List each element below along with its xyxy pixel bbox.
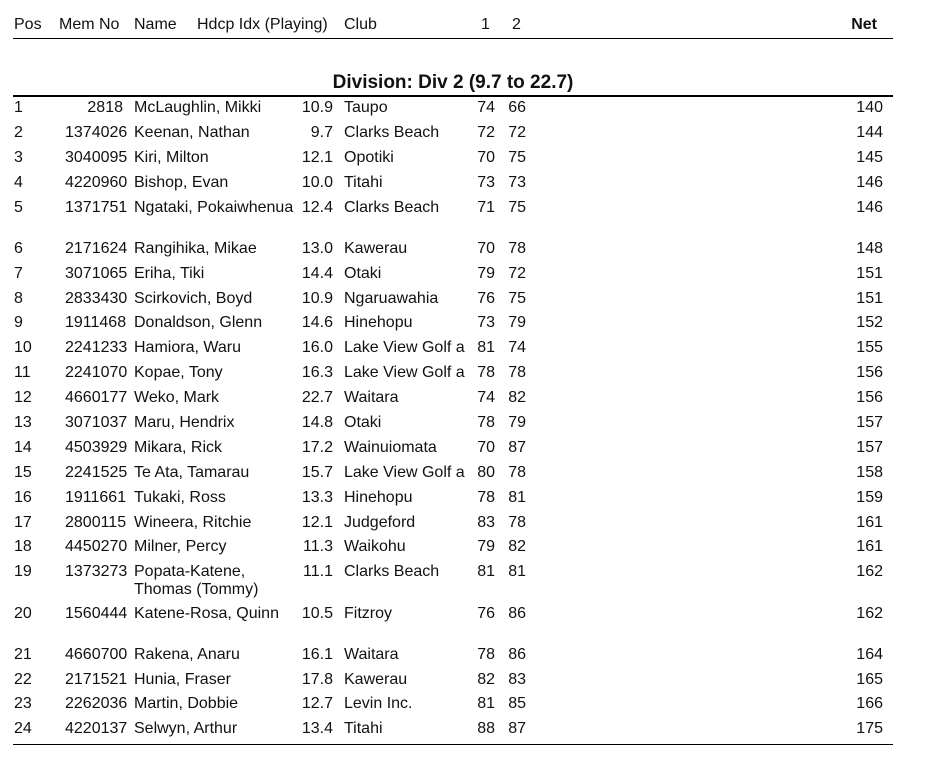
row-round-2: 72 — [508, 123, 526, 141]
row-round-1: 76 — [477, 289, 495, 307]
row-round-1: 70 — [477, 438, 495, 456]
row-net: 157 — [856, 438, 883, 456]
row-hdcp: 14.8 — [301, 413, 333, 431]
row-club: Wainuiomata — [344, 438, 437, 456]
row-name: Ngataki, Pokaiwhenua — [134, 198, 294, 216]
table-row — [13, 537, 893, 562]
row-club: Lake View Golf a — [344, 364, 465, 382]
row-net: 164 — [856, 645, 883, 663]
row-mem-no: 4503929 — [65, 438, 128, 456]
row-club: Clarks Beach — [344, 563, 440, 581]
row-mem-no: 3040095 — [65, 148, 128, 166]
table-row — [13, 98, 893, 123]
row-net: 175 — [856, 720, 883, 738]
row-hdcp: 15.7 — [301, 463, 333, 481]
row-pos: 6 — [14, 239, 23, 257]
row-pos: 3 — [14, 148, 23, 166]
row-net: 155 — [856, 339, 883, 357]
row-round-2: 81 — [508, 563, 526, 581]
row-pos: 5 — [14, 198, 23, 216]
row-round-2: 78 — [508, 513, 526, 531]
row-mem-no: 2800115 — [65, 513, 127, 531]
row-hdcp: 14.4 — [301, 264, 333, 282]
table-row — [13, 513, 893, 538]
row-pos: 11 — [14, 364, 31, 382]
row-round-1: 73 — [477, 173, 495, 191]
table-row — [13, 363, 893, 388]
row-round-2: 85 — [508, 695, 526, 713]
row-mem-no: 3071065 — [65, 264, 128, 282]
header-hdcp: Hdcp Idx (Playing) — [197, 16, 328, 33]
row-name: Rakena, Anaru — [134, 645, 240, 663]
row-hdcp: 10.9 — [301, 289, 333, 307]
row-pos: 9 — [14, 314, 23, 332]
row-round-1: 79 — [477, 264, 495, 282]
row-mem-no: 3071037 — [65, 413, 128, 431]
row-name: Te Ata, Tamarau — [134, 463, 250, 481]
table-row — [13, 289, 893, 314]
row-club: Hinehopu — [344, 314, 413, 332]
row-mem-no: 1911468 — [65, 314, 127, 332]
row-name: Tukaki, Ross — [134, 488, 226, 506]
row-round-1: 88 — [477, 720, 495, 738]
row-round-2: 83 — [508, 670, 526, 688]
row-net: 144 — [856, 123, 883, 141]
row-round-1: 78 — [477, 364, 495, 382]
row-name: Martin, Dobbie — [134, 695, 239, 713]
row-club: Waitara — [344, 645, 399, 663]
row-mem-no: 1560444 — [65, 604, 128, 622]
row-hdcp: 17.8 — [301, 670, 333, 688]
row-mem-no: 1373273 — [65, 563, 128, 581]
row-round-2: 78 — [508, 463, 526, 481]
row-round-2: 86 — [508, 604, 526, 622]
row-round-1: 70 — [477, 239, 495, 257]
row-name: McLaughlin, Mikki — [134, 99, 262, 116]
row-round-2: 74 — [508, 339, 526, 357]
header-pos: Pos — [14, 16, 42, 33]
row-club: Otaki — [344, 413, 382, 431]
row-hdcp: 10.0 — [301, 173, 333, 191]
row-mem-no: 2262036 — [65, 695, 128, 713]
row-round-1: 81 — [477, 695, 495, 713]
row-round-1: 80 — [477, 463, 495, 481]
header-round-1: 1 — [481, 16, 490, 33]
row-mem-no: 2818 — [87, 99, 123, 116]
row-hdcp: 16.3 — [301, 364, 333, 382]
row-pos: 22 — [14, 670, 32, 688]
row-round-2: 79 — [508, 413, 526, 431]
row-net: 162 — [856, 563, 883, 581]
table-row — [13, 463, 893, 488]
row-pos: 13 — [14, 413, 32, 431]
row-pos: 4 — [14, 173, 23, 191]
row-club: Opotiki — [344, 148, 394, 166]
row-name: Milner, Percy — [134, 538, 227, 556]
row-net: 161 — [856, 538, 883, 556]
row-round-2: 82 — [508, 389, 526, 407]
table-row — [13, 438, 893, 463]
row-net: 157 — [856, 413, 883, 431]
row-name: Hunia, Fraser — [134, 670, 231, 688]
table-row — [13, 388, 893, 413]
table-row — [13, 313, 893, 338]
row-hdcp: 11.3 — [303, 538, 333, 556]
row-round-1: 73 — [477, 314, 495, 332]
row-hdcp: 13.0 — [301, 239, 333, 257]
table-row — [13, 198, 893, 239]
row-hdcp: 10.9 — [301, 99, 333, 116]
row-round-2: 87 — [508, 438, 526, 456]
header-club: Club — [344, 16, 377, 33]
row-round-2: 75 — [508, 148, 526, 166]
row-round-1: 74 — [477, 389, 495, 407]
row-round-2: 87 — [508, 720, 526, 738]
row-club: Titahi — [344, 720, 383, 738]
row-round-2: 79 — [508, 314, 526, 332]
row-club: Waikohu — [344, 538, 406, 556]
row-mem-no: 2241233 — [65, 339, 128, 357]
row-round-2: 86 — [508, 645, 526, 663]
row-name: Kopae, Tony — [134, 364, 223, 382]
row-net: 152 — [856, 314, 883, 332]
row-hdcp: 13.4 — [301, 720, 333, 738]
row-pos: 15 — [14, 463, 32, 481]
table-row — [13, 239, 893, 264]
column-header-row — [13, 14, 893, 39]
row-mem-no: 1374026 — [65, 123, 128, 141]
table-row — [13, 719, 893, 744]
row-club: Lake View Golf a — [344, 339, 465, 357]
row-pos: 23 — [14, 695, 32, 713]
row-net: 156 — [856, 389, 883, 407]
row-net: 162 — [856, 604, 883, 622]
row-round-1: 78 — [477, 413, 495, 431]
row-hdcp: 16.1 — [301, 645, 333, 663]
row-pos: 14 — [14, 438, 32, 456]
row-pos: 1 — [14, 99, 23, 116]
row-net: 158 — [856, 463, 883, 481]
row-name: Mikara, Rick — [134, 438, 223, 456]
row-name: Katene-Rosa, Quinn — [134, 604, 279, 622]
row-hdcp: 17.2 — [301, 438, 333, 456]
header-net: Net — [851, 16, 877, 33]
header-name: Name — [134, 16, 177, 33]
row-net: 145 — [856, 148, 883, 166]
row-net: 151 — [856, 289, 883, 307]
row-name: Eriha, Tiki — [134, 264, 205, 282]
row-net: 159 — [856, 488, 883, 506]
row-round-2: 78 — [508, 364, 526, 382]
table-row — [13, 148, 893, 173]
row-name: Weko, Mark — [134, 389, 220, 407]
row-hdcp: 9.7 — [310, 123, 333, 141]
row-pos: 8 — [14, 289, 23, 307]
table-row — [13, 562, 893, 603]
row-round-1: 72 — [477, 123, 495, 141]
row-round-2: 66 — [508, 99, 526, 116]
row-round-1: 78 — [477, 488, 495, 506]
row-mem-no: 4660700 — [65, 645, 128, 663]
row-round-1: 81 — [477, 563, 495, 581]
table-row — [13, 264, 893, 289]
row-club: Lake View Golf a — [344, 463, 465, 481]
row-hdcp: 16.0 — [301, 339, 333, 357]
row-name: Selwyn, Arthur — [134, 720, 238, 738]
row-hdcp: 13.3 — [301, 488, 333, 506]
row-name: Keenan, Nathan — [134, 123, 250, 141]
row-round-1: 79 — [477, 538, 495, 556]
row-net: 148 — [856, 239, 883, 257]
table-row — [13, 123, 893, 148]
row-name: Popata-Katene, Thomas (Tommy) — [134, 563, 259, 599]
row-pos: 2 — [14, 123, 23, 141]
row-name: Hamiora, Waru — [134, 339, 241, 357]
row-net: 151 — [856, 264, 883, 282]
row-name: Maru, Hendrix — [134, 413, 235, 431]
row-round-2: 75 — [508, 289, 526, 307]
row-round-2: 82 — [508, 538, 526, 556]
row-pos: 21 — [14, 645, 32, 663]
division-heading — [13, 70, 893, 97]
row-mem-no: 2171521 — [65, 670, 128, 688]
row-pos: 19 — [14, 563, 32, 581]
row-name: Wineera, Ritchie — [134, 513, 252, 531]
row-net: 156 — [856, 364, 883, 382]
row-club: Clarks Beach — [344, 123, 440, 141]
row-pos: 20 — [14, 604, 32, 622]
row-club: Clarks Beach — [344, 198, 440, 216]
row-club: Ngaruawahia — [344, 289, 439, 307]
row-net: 140 — [856, 99, 883, 116]
results-table — [13, 98, 893, 745]
row-club: Titahi — [344, 173, 383, 191]
row-mem-no: 2241070 — [65, 364, 128, 382]
table-row — [13, 413, 893, 438]
row-mem-no: 1371751 — [65, 198, 128, 216]
row-mem-no: 4660177 — [65, 389, 128, 407]
row-round-1: 83 — [477, 513, 495, 531]
row-round-1: 82 — [477, 670, 495, 688]
row-club: Taupo — [344, 99, 388, 116]
row-round-1: 81 — [477, 339, 495, 357]
row-round-1: 78 — [477, 645, 495, 663]
row-round-2: 72 — [508, 264, 526, 282]
row-net: 161 — [856, 513, 883, 531]
header-mem-no: Mem No — [59, 16, 120, 33]
row-mem-no: 2833430 — [65, 289, 128, 307]
row-pos: 16 — [14, 488, 32, 506]
row-pos: 17 — [14, 513, 32, 531]
row-name: Scirkovich, Boyd — [134, 289, 253, 307]
row-mem-no: 1911661 — [65, 488, 127, 506]
row-hdcp: 12.1 — [301, 513, 333, 531]
row-club: Kawerau — [344, 670, 408, 688]
row-round-1: 76 — [477, 604, 495, 622]
table-row — [13, 694, 893, 719]
row-club: Judgeford — [344, 513, 416, 531]
row-club: Otaki — [344, 264, 382, 282]
row-net: 146 — [856, 198, 883, 216]
row-round-2: 81 — [508, 488, 526, 506]
table-row — [13, 488, 893, 513]
row-round-1: 71 — [477, 198, 495, 216]
row-mem-no: 4450270 — [65, 538, 128, 556]
table-row — [13, 645, 893, 670]
row-pos: 24 — [14, 720, 32, 738]
row-pos: 10 — [14, 339, 32, 357]
row-hdcp: 10.5 — [301, 604, 333, 622]
row-round-2: 75 — [508, 198, 526, 216]
row-net: 166 — [856, 695, 883, 713]
row-club: Levin Inc. — [344, 695, 413, 713]
header-round-2: 2 — [512, 16, 521, 33]
row-name: Bishop, Evan — [134, 173, 229, 191]
row-hdcp: 14.6 — [301, 314, 333, 332]
table-row — [13, 604, 893, 645]
row-club: Waitara — [344, 389, 399, 407]
table-row — [13, 173, 893, 198]
row-name: Rangihika, Mikae — [134, 239, 257, 257]
row-hdcp: 11.1 — [303, 563, 333, 581]
row-name: Kiri, Milton — [134, 148, 209, 166]
row-club: Kawerau — [344, 239, 408, 257]
row-pos: 7 — [14, 264, 23, 282]
row-net: 165 — [856, 670, 883, 688]
row-hdcp: 22.7 — [301, 389, 333, 407]
row-mem-no: 4220137 — [65, 720, 128, 738]
row-pos: 12 — [14, 389, 32, 407]
row-net: 146 — [856, 173, 883, 191]
row-hdcp: 12.7 — [301, 695, 333, 713]
row-round-2: 78 — [508, 239, 526, 257]
row-mem-no: 2241525 — [65, 463, 128, 481]
row-name: Donaldson, Glenn — [134, 314, 263, 332]
division-title: Division: Div 2 (9.7 to 22.7) — [332, 72, 574, 93]
row-hdcp: 12.4 — [301, 198, 333, 216]
row-pos: 18 — [14, 538, 32, 556]
table-row — [13, 670, 893, 695]
row-round-1: 74 — [477, 99, 495, 116]
row-club: Hinehopu — [344, 488, 413, 506]
row-round-1: 70 — [477, 148, 495, 166]
row-club: Fitzroy — [344, 604, 392, 622]
row-mem-no: 4220960 — [65, 173, 128, 191]
row-round-2: 73 — [508, 173, 526, 191]
row-mem-no: 2171624 — [65, 239, 128, 257]
row-hdcp: 12.1 — [301, 148, 333, 166]
table-row — [13, 338, 893, 363]
